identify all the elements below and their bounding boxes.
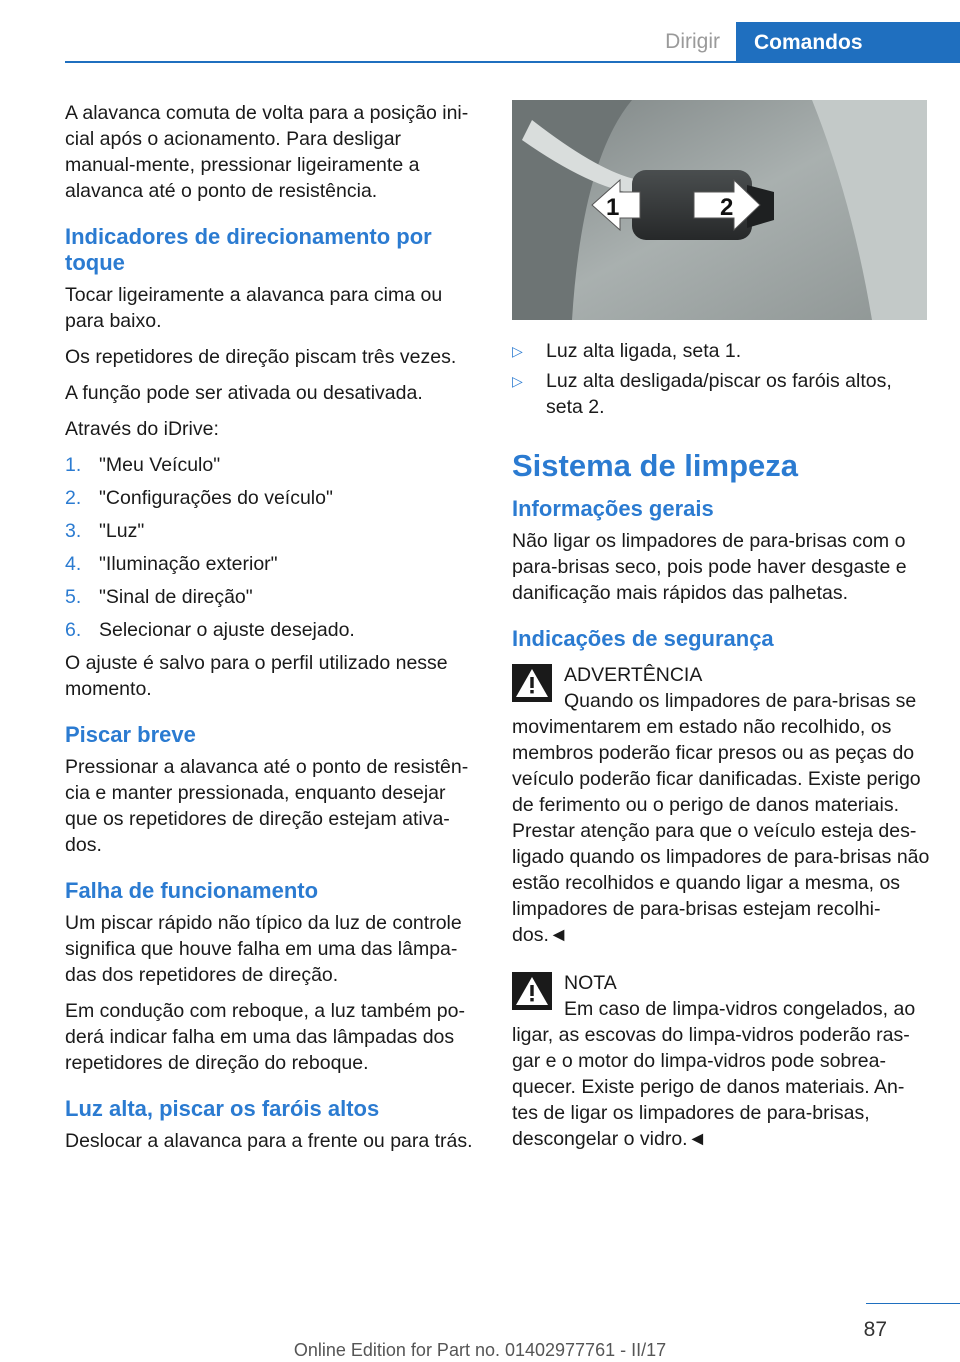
footer-rule	[866, 1303, 960, 1304]
arrow-bullets	[512, 338, 930, 420]
bullet-text: Luz alta desligada/piscar os faróis altos, seta 2.	[546, 370, 892, 418]
idrive-steps	[65, 452, 475, 643]
paragraph: Não ligar os limpadores de para-brisas com o para-brisas seco, pois pode haver desgaste e danificação mais rápidos das palhetas.	[512, 530, 907, 604]
arrow-2-label: 2	[720, 194, 734, 221]
step-number: 3.	[65, 520, 82, 542]
warning-triangle-icon	[512, 972, 552, 1010]
step-item	[65, 452, 475, 478]
lever-illustration	[512, 100, 927, 320]
step-item	[65, 518, 475, 544]
note-block	[512, 970, 930, 1152]
step-text: "Luz"	[99, 520, 145, 542]
step-number: 5.	[65, 586, 82, 608]
step-number: 2.	[65, 487, 82, 509]
note-text: ligar, as escovas do limpa-vidros poderão ras-gar e o motor do limpa-vidros pode sobrea-quecer. Existe perigo de danos materiais. An-tes de ligar os limpadores de para-brisas, descongelar o vidro.◄	[512, 1024, 910, 1150]
footer-edition: Online Edition for Part no. 01402977761 - II/17	[293, 1340, 667, 1360]
warning-first-line: Quando os limpadores de para-brisas se	[564, 690, 917, 712]
warning-title: ADVERTÊNCIA	[564, 664, 703, 686]
note-first-line: Em caso de limpa-vidros congelados, ao	[564, 998, 916, 1020]
paragraph: A função pode ser ativada ou desativada.	[65, 382, 423, 404]
step-text: "Meu Veículo"	[99, 454, 221, 476]
step-text: "Iluminação exterior"	[99, 553, 278, 575]
paragraph: O ajuste é salvo para o perfil utilizado nesse momento.	[65, 652, 448, 700]
heading-cleaning-system: Sistema de limpeza	[512, 448, 799, 483]
warning-triangle-icon	[512, 664, 552, 702]
paragraph: Pressionar a alavanca até o ponto de resistên-cia e manter pressionada, enquanto desejar que os repetidores de direção estejam ativa-dos.	[65, 756, 469, 856]
left-column	[65, 100, 475, 1164]
triangle-bullet-icon: ▷	[512, 373, 523, 389]
arrow-1-label: 1	[606, 194, 620, 221]
paragraph: Em condução com reboque, a luz também po-derá indicar falha em uma das lâmpadas dos repetidores de direção do reboque.	[65, 1000, 465, 1074]
bullet-item	[512, 338, 930, 364]
heading-general-info: Informações gerais	[512, 496, 714, 521]
step-item	[65, 485, 475, 511]
step-number: 4.	[65, 553, 82, 575]
warning-text: movimentarem em estado não recolhido, os membros poderão ficar presos ou as peças do veículo poderão ficar danificadas. Existe perigo de ferimento ou o perigo de danos materiais. Prestar atenção para que o veículo esteja des-ligado quando os limpadores de para-brisas não estão recolhidos e quando ligar a mesma, os limpadores de para-brisas estejam recolhi-dos.◄	[512, 716, 930, 946]
step-number: 6.	[65, 619, 82, 641]
page-header	[0, 0, 960, 64]
heading-safety: Indicações de segurança	[512, 626, 774, 651]
lever-figure	[512, 100, 927, 320]
header-section: Dirigir	[665, 30, 720, 53]
step-item	[65, 584, 475, 610]
paragraph: Os repetidores de direção piscam três vezes.	[65, 346, 457, 368]
step-item	[65, 617, 475, 643]
paragraph: Através do iDrive:	[65, 418, 219, 440]
warning-block	[512, 662, 930, 948]
step-text: Selecionar o ajuste desejado.	[99, 619, 355, 641]
heading-brief-flash: Piscar breve	[65, 722, 196, 747]
intro-paragraph: A alavanca comuta de volta para a posição ini-cial após o acionamento. Para desligar manual-mente, pressionar ligeiramente a alavanca até o ponto de resistência.	[65, 102, 469, 202]
header-tab: Comandos	[736, 22, 960, 63]
bullet-text: Luz alta ligada, seta 1.	[546, 340, 742, 362]
step-text: "Sinal de direção"	[99, 586, 253, 608]
bullet-item	[512, 368, 930, 420]
paragraph: Deslocar a alavanca para a frente ou para trás.	[65, 1130, 473, 1152]
paragraph: Um piscar rápido não típico da luz de controle significa que houve falha em uma das lâmpa-das dos repetidores de direção.	[65, 912, 462, 986]
paragraph: Tocar ligeiramente a alavanca para cima ou para baixo.	[65, 284, 443, 332]
step-item	[65, 551, 475, 577]
right-column	[512, 100, 930, 1152]
triangle-bullet-icon: ▷	[512, 343, 523, 359]
step-text: "Configurações do veículo"	[99, 487, 333, 509]
heading-high-beam: Luz alta, piscar os faróis altos	[65, 1096, 380, 1121]
heading-touch-indicators: Indicadores de direcionamento por toque	[65, 224, 432, 275]
heading-malfunction: Falha de funcionamento	[65, 878, 319, 903]
step-number: 1.	[65, 454, 82, 476]
note-title: NOTA	[564, 972, 617, 994]
page-number: 87	[863, 1318, 887, 1341]
